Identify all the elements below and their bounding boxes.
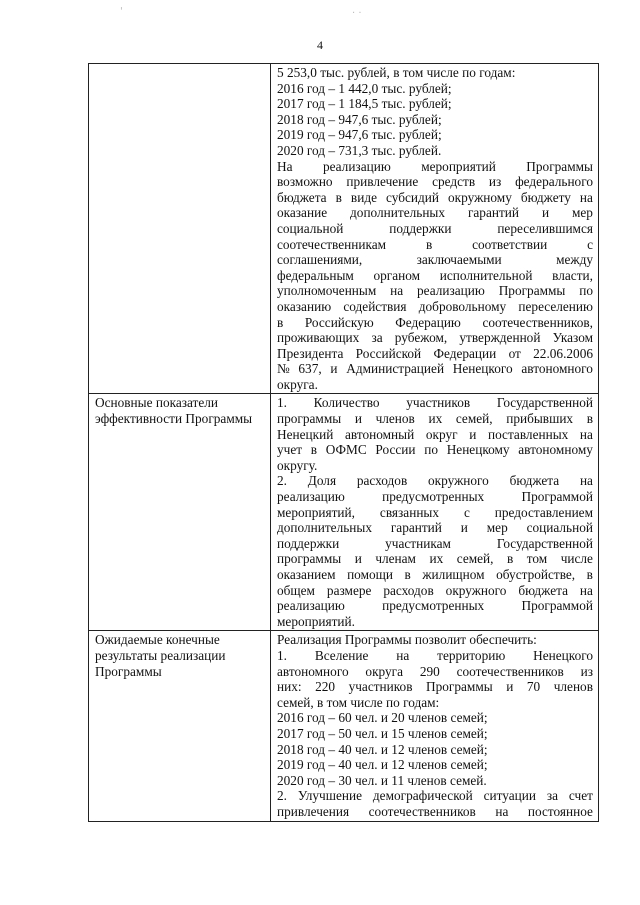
content-line: учет в ОФМС России по Ненецкому автономному bbox=[277, 442, 593, 458]
content-line: 2018 год – 40 чел. и 12 членов семей; bbox=[277, 741, 488, 757]
content-line: семей, в том числе по годам: bbox=[277, 694, 440, 710]
scan-artifact-mark: ' bbox=[120, 6, 123, 17]
content-line: 2018 год – 947,6 тыс. рублей; bbox=[277, 111, 442, 127]
table-row bbox=[89, 394, 599, 631]
content-line: оказанию содействия добровольному переселению bbox=[277, 298, 593, 314]
scan-artifact-mark: · · bbox=[352, 8, 362, 19]
content-line: уполномоченным на реализацию Программы по bbox=[277, 283, 593, 299]
content-line: 2017 год – 1 184,5 тыс. рублей; bbox=[277, 96, 452, 112]
content-line: общем размере расходов окружного бюджета на bbox=[277, 582, 593, 598]
content-line: 2017 год – 50 чел. и 15 членов семей; bbox=[277, 725, 488, 741]
content-line: программы и членам их семей, в том числе bbox=[277, 551, 593, 567]
row-label-cell bbox=[89, 64, 271, 394]
page-number: 4 bbox=[317, 38, 323, 52]
row-label-line: эффективности Программы bbox=[95, 411, 253, 427]
content-line: 2. Улучшение демографической ситуации за счет bbox=[277, 788, 593, 804]
content-line: 2019 год – 947,6 тыс. рублей; bbox=[277, 127, 442, 143]
content-line: соглашениями, заключаемыми между bbox=[277, 252, 593, 268]
content-line: 2020 год – 731,3 тыс. рублей. bbox=[277, 142, 442, 158]
content-line: 2. Доля расходов окружного бюджета на bbox=[277, 473, 593, 489]
content-line: программы и членов их семей, прибывших в bbox=[277, 411, 593, 427]
row-label-cell bbox=[89, 631, 271, 821]
content-line: федеральным органом исполнительной власти, bbox=[277, 267, 593, 283]
row-label-line: Основные показатели bbox=[95, 395, 219, 411]
content-line: автономного округа 290 соотечественников из bbox=[277, 663, 593, 679]
content-line: реализацию предусмотренных Программой bbox=[277, 489, 593, 505]
content-line: реализацию предусмотренных Программой bbox=[277, 598, 593, 614]
row-content-cell bbox=[271, 64, 599, 394]
content-line: мероприятий. bbox=[277, 613, 355, 629]
content-line: соотечественникам в соответствии с bbox=[277, 236, 593, 252]
content-line: 1. Вселение на территорию Ненецкого bbox=[277, 647, 593, 663]
content-line: оказанием помощи в жилищном обустройстве, в bbox=[277, 567, 593, 582]
content-line: привлечения соотечественников на постоянное bbox=[277, 803, 593, 819]
table-row bbox=[89, 64, 599, 394]
content-line: округу. bbox=[277, 457, 318, 473]
content-line: них: 220 участников Программы и 70 членов bbox=[277, 679, 593, 695]
table-row bbox=[89, 631, 599, 821]
content-line: бюджета в виде субсидий окружному бюджету на bbox=[277, 189, 593, 205]
content-line: проживающих за рубежом, утвержденной Указом bbox=[277, 330, 593, 346]
content-line: 2019 год – 40 чел. и 12 членов семей; bbox=[277, 757, 488, 773]
content-line: 2020 год – 30 чел. и 11 членов семей. bbox=[277, 772, 487, 788]
content-line: Президента Российской Федерации от 22.06.2006 bbox=[277, 345, 593, 361]
row-content-cell bbox=[271, 394, 599, 631]
content-line: 2016 год – 60 чел. и 20 членов семей; bbox=[277, 710, 488, 726]
content-line: поддержки участникам Государственной bbox=[277, 535, 593, 551]
row-label-line: Ожидаемые конечные bbox=[95, 632, 220, 648]
content-line: округа. bbox=[277, 376, 318, 392]
row-label-line: Программы bbox=[95, 663, 162, 679]
content-line: Ненецкий автономный округ и поставленных на bbox=[277, 426, 593, 442]
content-line: оказание дополнительных гарантий и мер bbox=[277, 205, 593, 221]
content-line: 2016 год – 1 442,0 тыс. рублей; bbox=[277, 80, 452, 96]
row-content-cell bbox=[271, 631, 599, 821]
content-line: Реализация Программы позволит обеспечить: bbox=[277, 632, 537, 648]
content-line: мероприятий, связанных с предоставлением bbox=[277, 504, 593, 520]
content-line: 5 253,0 тыс. рублей, в том числе по годам: bbox=[277, 65, 516, 80]
passport-table bbox=[88, 63, 599, 822]
content-line: дополнительных гарантий и мер социальной bbox=[277, 520, 593, 536]
content-line: 1. Количество участников Государственной bbox=[277, 395, 593, 411]
content-line: в Российскую Федерацию соотечественников, bbox=[277, 314, 593, 330]
row-label-line: результаты реализации bbox=[95, 647, 226, 663]
content-line: возможно привлечение средств из федерального bbox=[277, 174, 593, 190]
content-line: № 637, и Администрацией Ненецкого автономного bbox=[277, 361, 593, 377]
row-label-cell bbox=[89, 394, 271, 631]
content-line: На реализацию мероприятий Программы bbox=[277, 158, 593, 174]
content-line: социальной поддержки переселившимся bbox=[277, 220, 593, 236]
